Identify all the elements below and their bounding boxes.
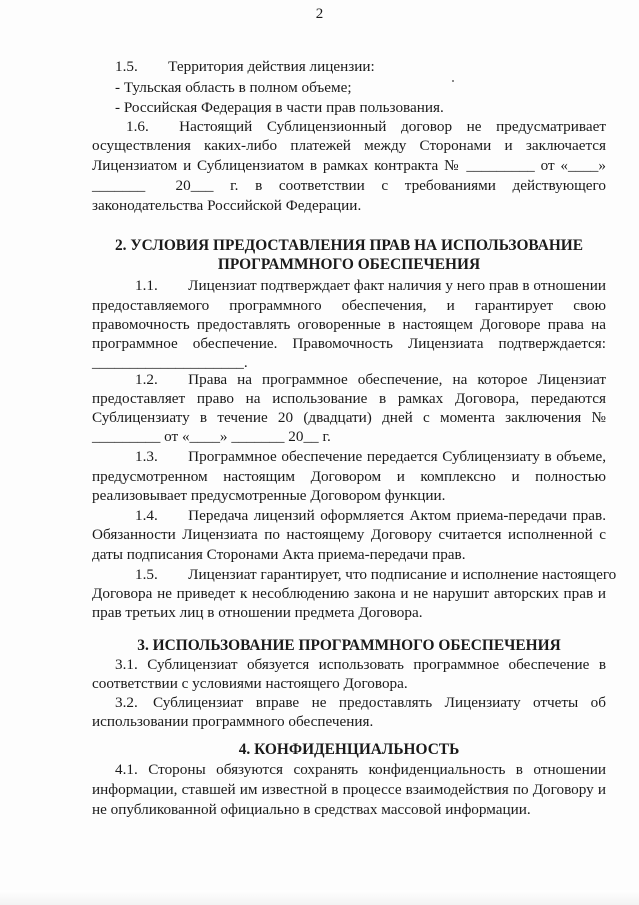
clause-1-6-line: законодательства Российской Федерации. — [92, 197, 362, 214]
clause-2-2-line: Сублицензиату в течение 20 (двадцати) дней с момента заключения № — [92, 409, 606, 426]
clause-3-2-line: использовании программного обеспечения. — [92, 713, 374, 730]
clause-4-1-line: не опубликованной официально в средствах массовой информации. — [92, 801, 531, 818]
clause-1-6-line: осуществления каких-либо платежей между Сторонами и заключается — [92, 137, 606, 154]
scan-speck — [452, 80, 454, 82]
scan-edge — [0, 890, 639, 905]
clause-2-4-line: Обязанности Лицензиата по настоящему Договору считается исполненной с — [92, 526, 606, 543]
clause-2-5-line: 1.5. Лицензиат гарантирует, что подписание и исполнение настоящего — [135, 566, 617, 583]
clause-1-5-heading: 1.5. Территория действия лицензии: — [115, 58, 375, 75]
clause-2-1-line: 1.1. Лицензиат подтверждает факт наличия у него прав в отношении — [135, 277, 606, 294]
clause-1-6-line: 1.6. Настоящий Сублицензионный договор не предусматривает — [126, 118, 606, 135]
clause-1-6-line: Лицензиатом и Сублицензиатом в рамках контракта № _________ от «____» — [92, 157, 606, 174]
section-2-title: 2. УСЛОВИЯ ПРЕДОСТАВЛЕНИЯ ПРАВ НА ИСПОЛЬЗОВАНИЕ — [114, 237, 584, 254]
clause-2-3-line: реализовывает предусмотренные Договором функции. — [92, 487, 446, 504]
clause-2-2-line: 1.2. Права на программное обеспечение, на которое Лицензиат — [135, 371, 606, 388]
clause-2-1-line: правомочность предоставлять оговоренные в настоящем Договоре права на — [92, 316, 606, 333]
clause-2-2-line: _________ от «____» _______ 20__ г. — [92, 428, 331, 445]
clause-2-4-line: даты подписания Сторонами Акта приема-передачи прав. — [92, 546, 466, 563]
clause-2-3-line: предусмотренном настоящим Договором и комплексно и полностью — [92, 468, 606, 485]
clause-2-5-line: прав третьих лиц в отношении предмета Договора. — [92, 604, 423, 621]
clause-1-6-line: _______ 20___ г. в соответствии с требованиями действующего — [92, 177, 606, 194]
section-3-title: 3. ИСПОЛЬЗОВАНИЕ ПРОГРАММНОГО ОБЕСПЕЧЕНИЯ — [137, 637, 561, 654]
clause-1-5-item: - Тульская область в полном объеме; — [115, 79, 352, 96]
clause-4-1-line: информации, ставшей им известной в процессе взаимодействия по Договору и — [92, 781, 606, 798]
clause-3-1-line: 3.1. Сублицензиат обязуется использовать программное обеспечение в — [115, 656, 606, 673]
clause-2-3-line: 1.3. Программное обеспечение передается Сублицензиату в объеме, — [135, 448, 606, 465]
clause-2-1-blank: ____________________. — [92, 354, 248, 371]
clause-2-5-line: Договора не приведет к несоблюдению закона и не нарушит авторских прав и — [92, 585, 606, 602]
section-2-title: ПРОГРАММНОГО ОБЕСПЕЧЕНИЯ — [217, 256, 481, 273]
page-number: 2 — [315, 6, 324, 22]
clause-3-1-line: соответствии с условиями настоящего Договора. — [92, 675, 408, 692]
clause-4-1-line: 4.1. Стороны обязуются сохранять конфиденциальность в отношении — [115, 761, 606, 778]
clause-2-4-line: 1.4. Передача лицензий оформляется Актом приема-передачи прав. — [135, 507, 606, 524]
clause-3-2-line: 3.2. Сублицензиат вправе не предоставлять Лицензиату отчеты об — [115, 694, 606, 711]
clause-2-2-line: предоставляет право на использование в рамках Договора, передаются — [92, 390, 606, 407]
section-4-title: 4. КОНФИДЕНЦИАЛЬНОСТЬ — [238, 741, 460, 758]
clause-1-5-item: - Российская Федерация в части прав пользования. — [115, 99, 444, 116]
clause-2-1-line: программное обеспечение. Правомочность Лицензиата подтверждается: — [92, 335, 606, 352]
clause-2-1-line: предоставляемого программного обеспечения, и гарантирует свою — [92, 297, 606, 314]
